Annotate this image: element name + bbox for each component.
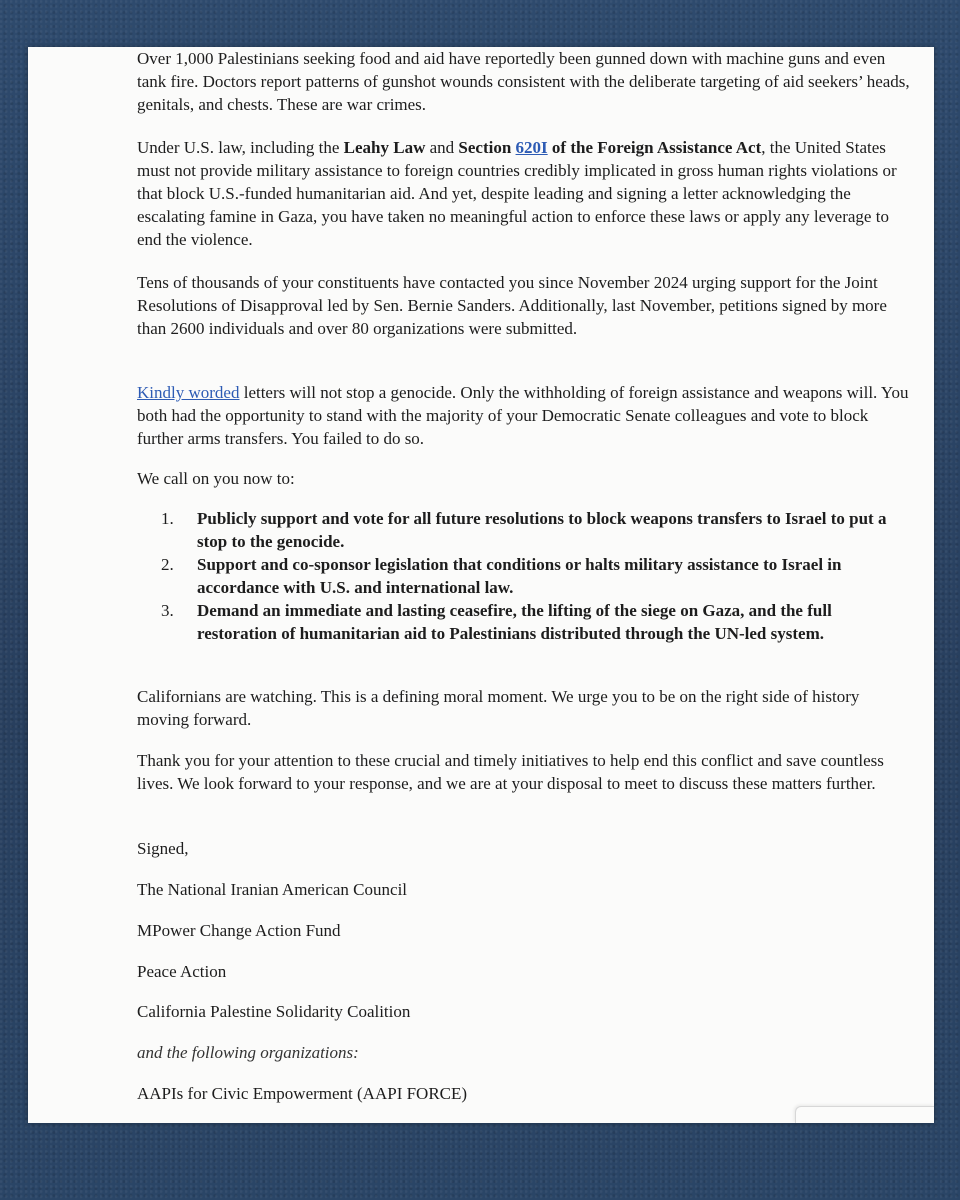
demands-list xyxy=(161,507,901,645)
foreign-assistance-act: of the Foreign Assistance Act xyxy=(547,138,762,157)
us-law-text-1: Under U.S. law, including the xyxy=(137,138,344,157)
page-corner-widget xyxy=(795,1106,934,1123)
demand-text: Support and co-sponsor legislation that conditions or halts military assistance to Israel in accordance with U.S. and international law. xyxy=(197,555,842,597)
kindly-worded-rest: letters will not stop a genocide. Only the withholding of foreign assistance and weapons will. You both had the opportunity to stand with the majority of your Democratic Senate colleagues and vote to block further arms transfers. You failed to do so. xyxy=(137,383,909,448)
following-org: AAPIs for Civic Empowerment (AAPI FORCE) xyxy=(137,1084,468,1103)
section-620i-link[interactable]: 620I xyxy=(515,138,548,157)
paragraph-aid-seekers: Over 1,000 Palestinians seeking food and aid have reportedly been gunned down with machine guns and even tank fire. Doctors report patterns of gunshot wounds consistent with the deliberate targeting of aid seekers’ heads, genitals, and chests. These are war crimes. xyxy=(137,49,910,114)
paragraph-thank-you: Thank you for your attention to these crucial and timely initiatives to help end this conflict and save countless lives. We look forward to your response, and we are at your disposal to meet to discuss these matters further. xyxy=(137,751,884,793)
paragraph-californians: Californians are watching. This is a defining moral moment. We urge you to be on the right side of history moving forward. xyxy=(137,687,860,729)
demand-text: Publicly support and vote for all future resolutions to block weapons transfers to Israel to put a stop to the genocide. xyxy=(197,509,887,551)
us-law-text-2: and xyxy=(425,138,459,157)
section-label: Section xyxy=(458,138,516,157)
demand-item xyxy=(161,507,901,553)
signatory: Peace Action xyxy=(137,962,227,981)
signatory: MPower Change Action Fund xyxy=(137,921,341,940)
following-orgs-label: and the following organizations: xyxy=(137,1043,359,1062)
demand-number: 3. xyxy=(161,601,174,620)
letter-page xyxy=(28,47,934,1123)
paragraph-us-law xyxy=(137,136,912,251)
paragraph-kindly-worded xyxy=(137,381,912,450)
demand-text: Demand an immediate and lasting ceasefire, the lifting of the siege on Gaza, and the full restoration of humanitarian aid to Palestinians distributed through the UN-led system. xyxy=(197,601,832,643)
demand-item xyxy=(161,599,901,645)
demand-number: 1. xyxy=(161,509,174,528)
paragraph-constituents: Tens of thousands of your constituents have contacted you since November 2024 urging support for the Joint Resolutions of Disapproval led by Sen. Bernie Sanders. Additionally, last November, petitions signed by more than 2600 individuals and over 80 organizations were submitted. xyxy=(137,273,887,338)
demand-number: 2. xyxy=(161,555,174,574)
leahy-law: Leahy Law xyxy=(343,138,426,157)
demand-item xyxy=(161,553,901,599)
signatory: California Palestine Solidarity Coalition xyxy=(137,1002,411,1021)
call-intro: We call on you now to: xyxy=(137,469,295,488)
signatory: The National Iranian American Council xyxy=(137,880,408,899)
kindly-worded-link[interactable]: Kindly worded xyxy=(137,383,240,402)
us-law-text-3: , the United States must not provide military assistance to foreign countries credibly implicated in gross human rights violations or that block U.S.-funded humanitarian aid. And yet, despite leading and signing a letter acknowledging the escalating famine in Gaza, you have taken no meaningful action to enforce these laws or apply any leverage to end the violence. xyxy=(137,138,897,249)
signed-label: Signed, xyxy=(137,839,189,858)
